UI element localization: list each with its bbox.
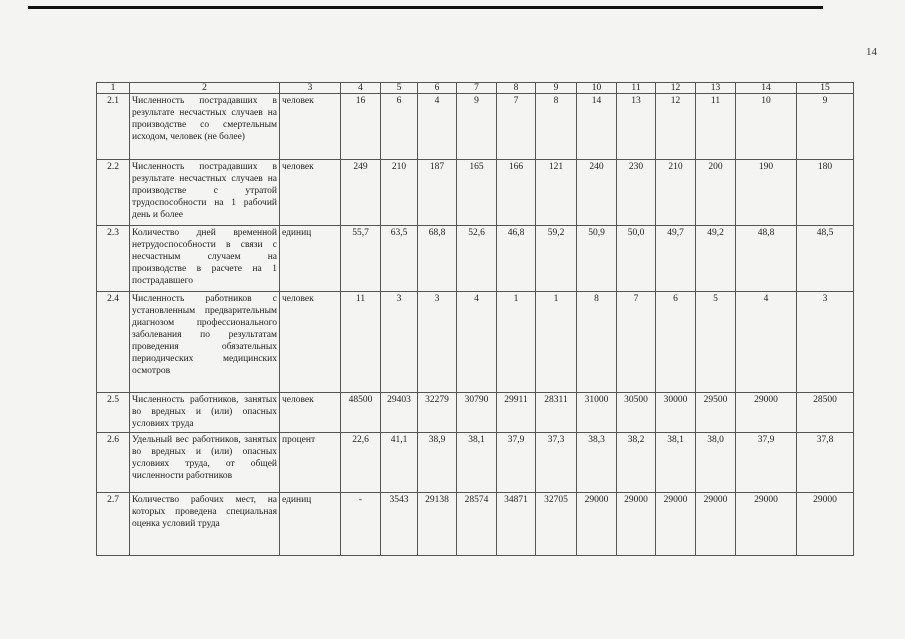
table-row bbox=[97, 393, 854, 433]
indicator-name: Удельный вес работников, занятых во вредных и (или) опасных условиях труда, от общей численности работников bbox=[130, 433, 280, 493]
value-cell: 48500 bbox=[341, 393, 381, 433]
value-cell: 37,9 bbox=[736, 433, 797, 493]
value-cell: 190 bbox=[736, 160, 797, 226]
header-row bbox=[97, 83, 854, 94]
value-cell: 8 bbox=[577, 292, 617, 393]
value-cell: 5 bbox=[696, 292, 736, 393]
row-number: 2.7 bbox=[97, 493, 130, 556]
value-cell: 7 bbox=[617, 292, 656, 393]
unit-of-measure: единиц bbox=[280, 226, 341, 292]
unit-of-measure: процент bbox=[280, 433, 341, 493]
column-header: 3 bbox=[280, 83, 341, 94]
value-cell: 41,1 bbox=[381, 433, 418, 493]
page-number: 14 bbox=[866, 46, 877, 58]
column-header: 15 bbox=[797, 83, 854, 94]
value-cell: 11 bbox=[696, 94, 736, 160]
indicator-name: Количество дней временной нетрудоспособности в связи с несчастным случаем на производстве в расчете на 1 пострадавшего bbox=[130, 226, 280, 292]
value-cell: 210 bbox=[656, 160, 696, 226]
column-header: 1 bbox=[97, 83, 130, 94]
value-cell: 7 bbox=[497, 94, 536, 160]
value-cell: 10 bbox=[736, 94, 797, 160]
value-cell: 180 bbox=[797, 160, 854, 226]
table-row bbox=[97, 292, 854, 393]
value-cell: 38,9 bbox=[418, 433, 457, 493]
value-cell: 29000 bbox=[577, 493, 617, 556]
value-cell: 6 bbox=[381, 94, 418, 160]
value-cell: - bbox=[341, 493, 381, 556]
value-cell: 13 bbox=[617, 94, 656, 160]
value-cell: 8 bbox=[536, 94, 577, 160]
value-cell: 28311 bbox=[536, 393, 577, 433]
unit-of-measure: человек bbox=[280, 292, 341, 393]
value-cell: 9 bbox=[457, 94, 497, 160]
value-cell: 249 bbox=[341, 160, 381, 226]
indicator-name: Количество рабочих мест, на которых проведена специальная оценка условий труда bbox=[130, 493, 280, 556]
row-number: 2.1 bbox=[97, 94, 130, 160]
indicator-name: Численность пострадавших в результате несчастных случаев на производстве со смертельным исходом, человек (не более) bbox=[130, 94, 280, 160]
value-cell: 4 bbox=[736, 292, 797, 393]
column-header: 2 bbox=[130, 83, 280, 94]
value-cell: 3 bbox=[418, 292, 457, 393]
value-cell: 38,0 bbox=[696, 433, 736, 493]
table-row bbox=[97, 160, 854, 226]
value-cell: 29000 bbox=[736, 493, 797, 556]
value-cell: 3 bbox=[797, 292, 854, 393]
column-header: 8 bbox=[497, 83, 536, 94]
value-cell: 38,2 bbox=[617, 433, 656, 493]
indicators-table bbox=[96, 82, 854, 556]
value-cell: 240 bbox=[577, 160, 617, 226]
value-cell: 49,7 bbox=[656, 226, 696, 292]
value-cell: 187 bbox=[418, 160, 457, 226]
value-cell: 29000 bbox=[736, 393, 797, 433]
unit-of-measure: человек bbox=[280, 94, 341, 160]
value-cell: 38,3 bbox=[577, 433, 617, 493]
value-cell: 37,3 bbox=[536, 433, 577, 493]
table-row bbox=[97, 226, 854, 292]
value-cell: 11 bbox=[341, 292, 381, 393]
value-cell: 38,1 bbox=[457, 433, 497, 493]
value-cell: 29000 bbox=[696, 493, 736, 556]
column-header: 5 bbox=[381, 83, 418, 94]
value-cell: 165 bbox=[457, 160, 497, 226]
value-cell: 3 bbox=[381, 292, 418, 393]
unit-of-measure: человек bbox=[280, 393, 341, 433]
top-rule bbox=[28, 6, 823, 9]
value-cell: 30500 bbox=[617, 393, 656, 433]
value-cell: 6 bbox=[656, 292, 696, 393]
unit-of-measure: единиц bbox=[280, 493, 341, 556]
column-header: 4 bbox=[341, 83, 381, 94]
value-cell: 29403 bbox=[381, 393, 418, 433]
value-cell: 34871 bbox=[497, 493, 536, 556]
value-cell: 31000 bbox=[577, 393, 617, 433]
value-cell: 16 bbox=[341, 94, 381, 160]
value-cell: 12 bbox=[656, 94, 696, 160]
indicator-name: Численность работников, занятых во вредных и (или) опасных условиях труда bbox=[130, 393, 280, 433]
value-cell: 29000 bbox=[656, 493, 696, 556]
value-cell: 68,8 bbox=[418, 226, 457, 292]
row-number: 2.3 bbox=[97, 226, 130, 292]
value-cell: 49,2 bbox=[696, 226, 736, 292]
table-row bbox=[97, 94, 854, 160]
row-number: 2.6 bbox=[97, 433, 130, 493]
column-header: 14 bbox=[736, 83, 797, 94]
value-cell: 52,6 bbox=[457, 226, 497, 292]
value-cell: 4 bbox=[457, 292, 497, 393]
value-cell: 121 bbox=[536, 160, 577, 226]
value-cell: 30790 bbox=[457, 393, 497, 433]
value-cell: 200 bbox=[696, 160, 736, 226]
value-cell: 50,9 bbox=[577, 226, 617, 292]
value-cell: 29000 bbox=[797, 493, 854, 556]
value-cell: 50,0 bbox=[617, 226, 656, 292]
value-cell: 63,5 bbox=[381, 226, 418, 292]
value-cell: 59,2 bbox=[536, 226, 577, 292]
value-cell: 166 bbox=[497, 160, 536, 226]
value-cell: 9 bbox=[797, 94, 854, 160]
column-header: 6 bbox=[418, 83, 457, 94]
column-header: 9 bbox=[536, 83, 577, 94]
value-cell: 3543 bbox=[381, 493, 418, 556]
row-number: 2.4 bbox=[97, 292, 130, 393]
value-cell: 1 bbox=[536, 292, 577, 393]
indicator-name: Численность пострадавших в результате несчастных случаев на производстве с утратой трудоспособности на 1 рабочий день и более bbox=[130, 160, 280, 226]
value-cell: 230 bbox=[617, 160, 656, 226]
column-header: 12 bbox=[656, 83, 696, 94]
unit-of-measure: человек bbox=[280, 160, 341, 226]
value-cell: 37,8 bbox=[797, 433, 854, 493]
table-row bbox=[97, 493, 854, 556]
value-cell: 28500 bbox=[797, 393, 854, 433]
value-cell: 29911 bbox=[497, 393, 536, 433]
value-cell: 29138 bbox=[418, 493, 457, 556]
value-cell: 46,8 bbox=[497, 226, 536, 292]
value-cell: 32705 bbox=[536, 493, 577, 556]
table-row bbox=[97, 433, 854, 493]
column-header: 13 bbox=[696, 83, 736, 94]
column-header: 7 bbox=[457, 83, 497, 94]
column-header: 11 bbox=[617, 83, 656, 94]
value-cell: 37,9 bbox=[497, 433, 536, 493]
value-cell: 4 bbox=[418, 94, 457, 160]
value-cell: 14 bbox=[577, 94, 617, 160]
indicator-name: Численность работников с установленным предварительным диагнозом профессионального заболевания по результатам проведения обязательных периодических медицинских осмотров bbox=[130, 292, 280, 393]
value-cell: 48,8 bbox=[736, 226, 797, 292]
value-cell: 22,6 bbox=[341, 433, 381, 493]
value-cell: 55,7 bbox=[341, 226, 381, 292]
value-cell: 29500 bbox=[696, 393, 736, 433]
row-number: 2.2 bbox=[97, 160, 130, 226]
value-cell: 210 bbox=[381, 160, 418, 226]
column-header: 10 bbox=[577, 83, 617, 94]
value-cell: 32279 bbox=[418, 393, 457, 433]
value-cell: 29000 bbox=[617, 493, 656, 556]
value-cell: 1 bbox=[497, 292, 536, 393]
value-cell: 30000 bbox=[656, 393, 696, 433]
value-cell: 48,5 bbox=[797, 226, 854, 292]
row-number: 2.5 bbox=[97, 393, 130, 433]
value-cell: 28574 bbox=[457, 493, 497, 556]
value-cell: 38,1 bbox=[656, 433, 696, 493]
